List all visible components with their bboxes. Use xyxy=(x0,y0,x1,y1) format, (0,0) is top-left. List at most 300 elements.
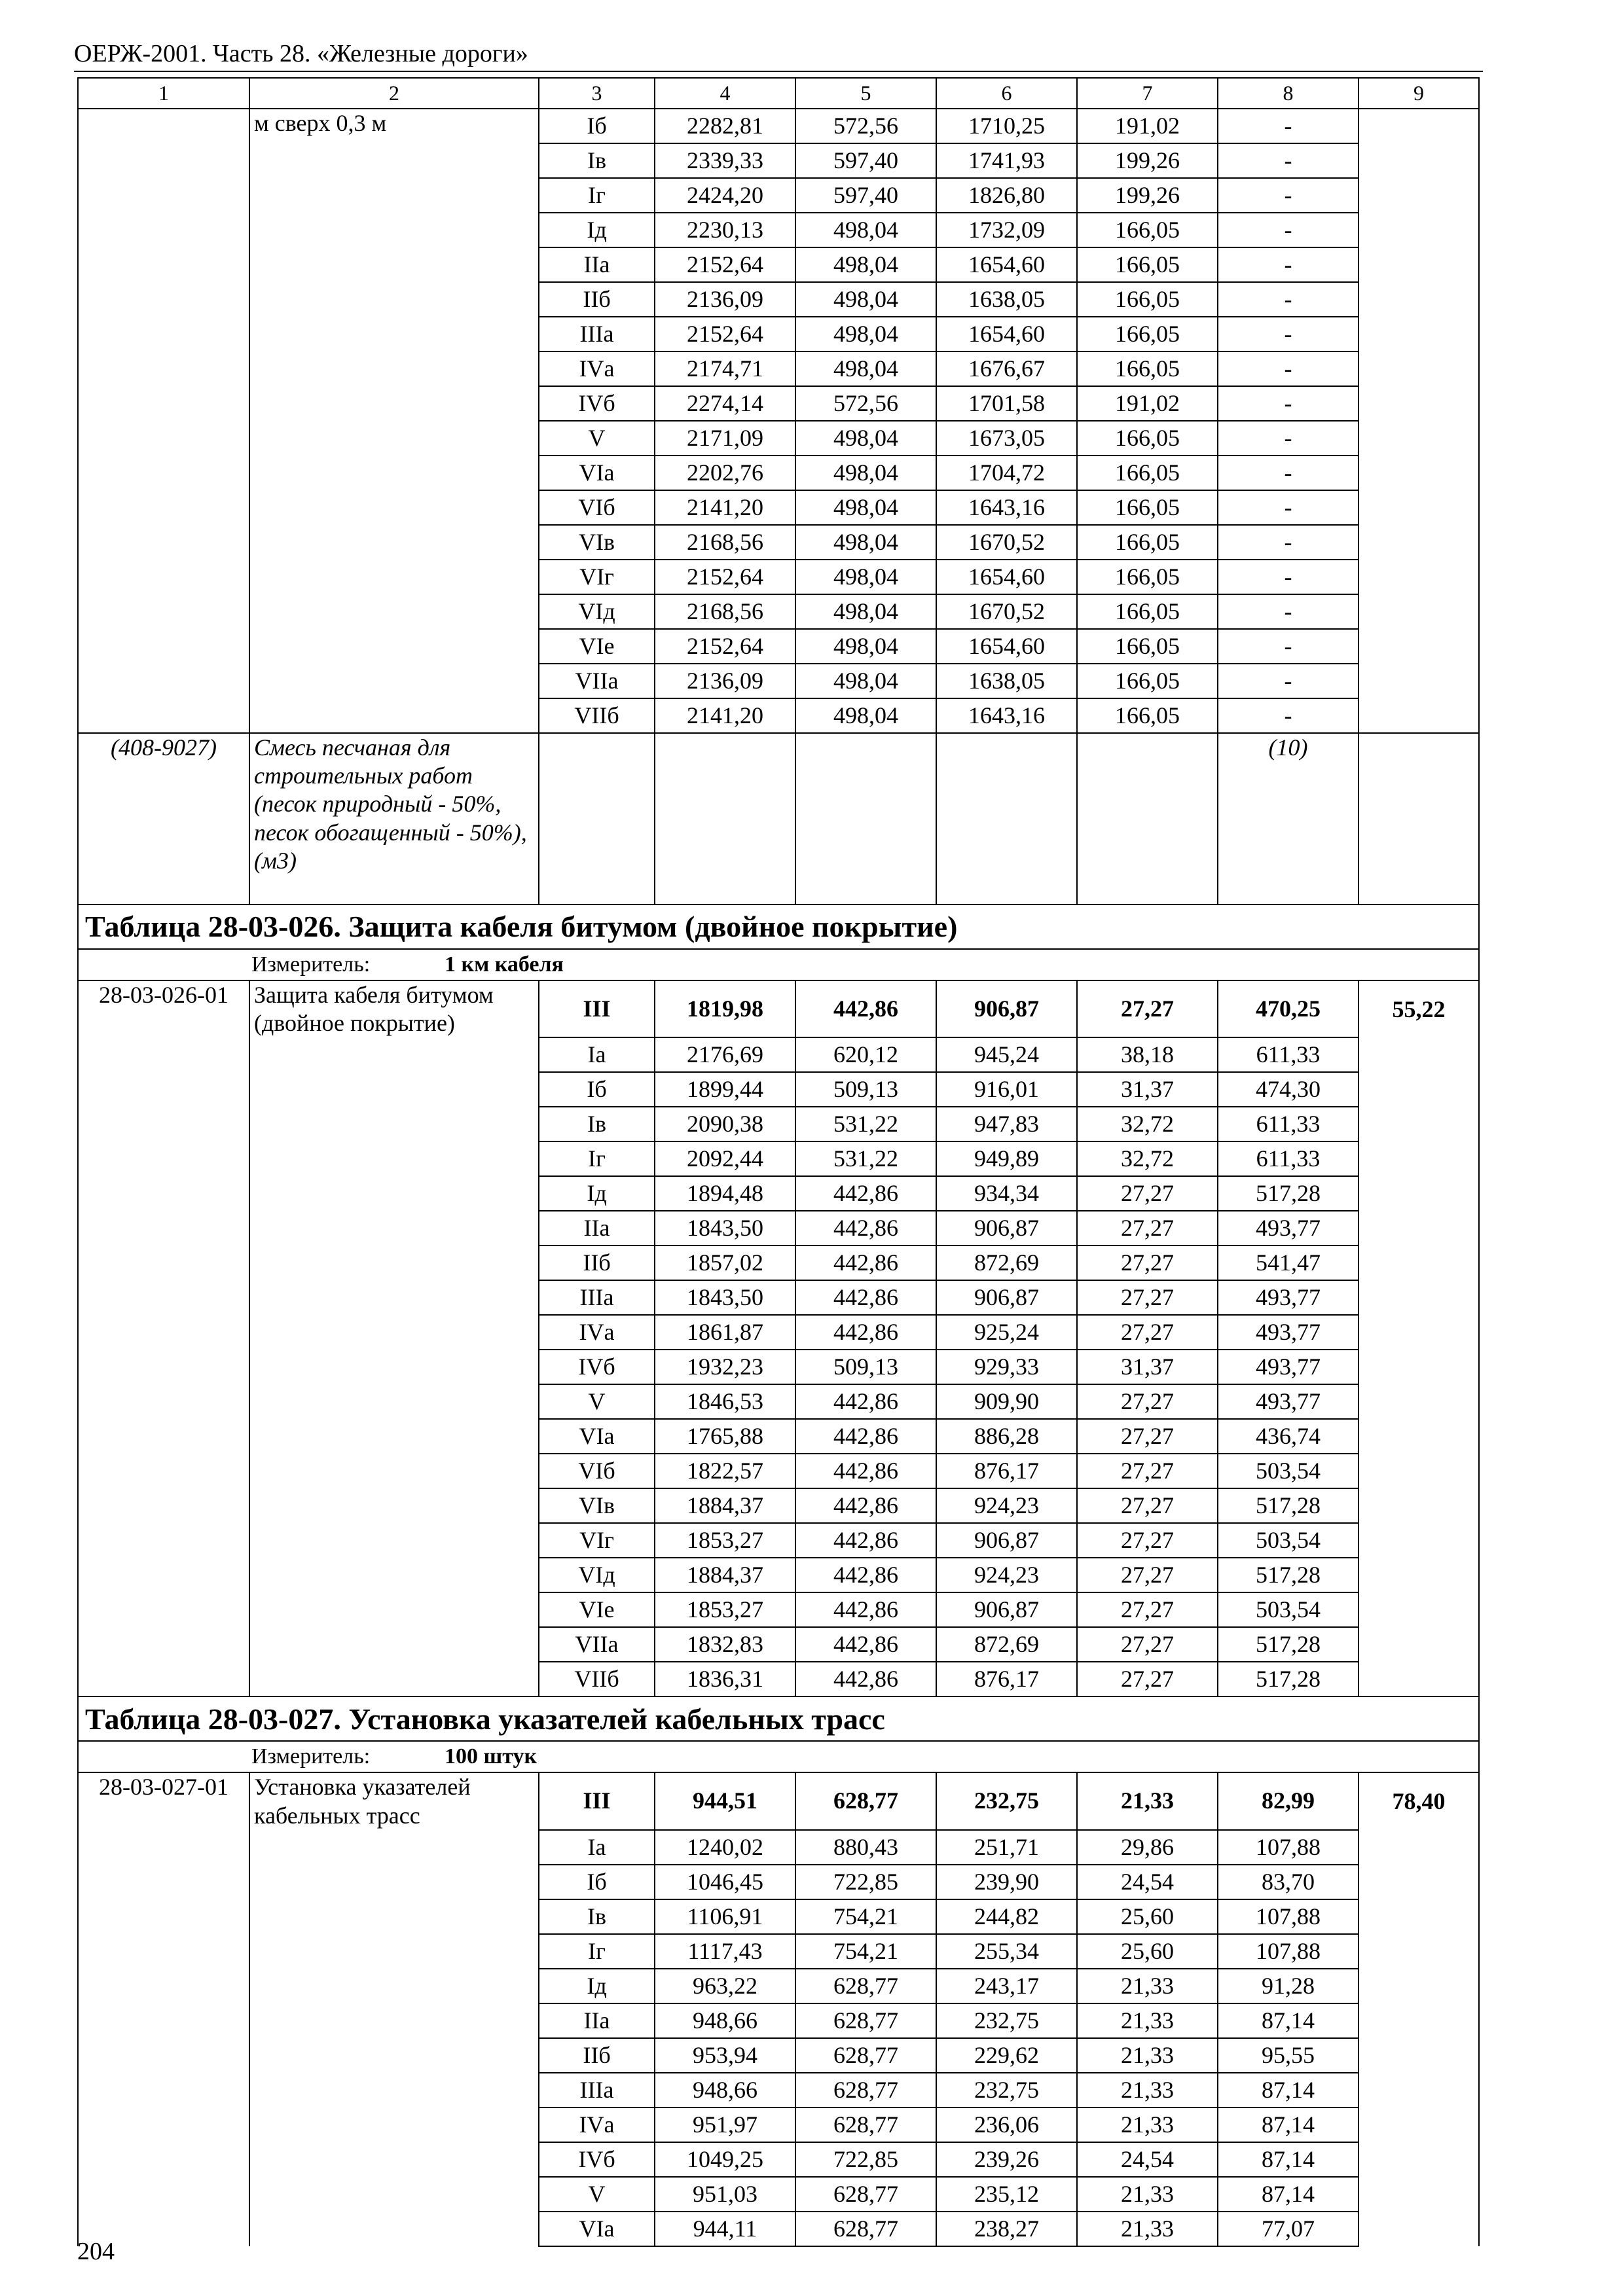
description-cell: Установка указателей кабельных трасс xyxy=(249,1772,539,1829)
zone-cell: IIIа xyxy=(539,2073,655,2108)
description-cell xyxy=(249,421,539,456)
value-cell-c4: 1932,23 xyxy=(655,1350,795,1384)
code-cell xyxy=(78,386,249,421)
description-cell xyxy=(249,2073,539,2108)
code-cell xyxy=(78,490,249,525)
value-cell-c9 xyxy=(1359,1107,1479,1141)
value-cell-c8: - xyxy=(1218,247,1359,282)
value-cell-c8: 107,88 xyxy=(1218,1899,1359,1934)
value-cell-c8: - xyxy=(1218,560,1359,594)
value-cell-c5: 620,12 xyxy=(795,1037,936,1072)
description-cell xyxy=(249,490,539,525)
description-cell xyxy=(249,1141,539,1176)
table-row xyxy=(78,2212,1479,2246)
description-cell xyxy=(249,1454,539,1488)
value-cell-c9 xyxy=(1359,560,1479,594)
value-cell-c8: 470,25 xyxy=(1218,980,1359,1037)
code-cell: 28-03-026-01 xyxy=(78,980,249,1037)
value-cell-c8: - xyxy=(1218,317,1359,351)
value-cell-c9 xyxy=(1359,1969,1479,2003)
value-cell-c4: 944,51 xyxy=(655,1772,795,1829)
value-cell-c8: 91,28 xyxy=(1218,1969,1359,2003)
value-cell-c7: 199,26 xyxy=(1077,143,1218,178)
value-cell-c6: 876,17 xyxy=(936,1454,1077,1488)
value-cell-c6: 1701,58 xyxy=(936,386,1077,421)
value-cell-c8: - xyxy=(1218,525,1359,560)
value-cell-c7: 24,54 xyxy=(1077,2142,1218,2177)
value-cell-c4: 2136,09 xyxy=(655,282,795,317)
description-cell xyxy=(249,525,539,560)
value-cell-c6: 229,62 xyxy=(936,2038,1077,2073)
value-cell-c4: 2339,33 xyxy=(655,143,795,178)
description-cell xyxy=(249,1488,539,1523)
table-row xyxy=(78,1384,1479,1419)
value-cell-c5: 628,77 xyxy=(795,1772,936,1829)
value-cell-c6: 909,90 xyxy=(936,1384,1077,1419)
zone-cell: VIе xyxy=(539,629,655,664)
code-cell xyxy=(78,1384,249,1419)
column-number-1: 1 xyxy=(78,78,249,109)
value-cell-c7: 31,37 xyxy=(1077,1350,1218,1384)
code-cell xyxy=(78,1558,249,1592)
code-cell xyxy=(78,1627,249,1662)
value-cell-c8: 503,54 xyxy=(1218,1523,1359,1558)
value-cell-c7: 27,27 xyxy=(1077,1419,1218,1454)
value-cell-c5: 442,86 xyxy=(795,1384,936,1419)
description-cell xyxy=(249,1072,539,1107)
value-cell-c8: - xyxy=(1218,629,1359,664)
material-empty-c9 xyxy=(1359,733,1479,905)
value-cell-c7: 166,05 xyxy=(1077,351,1218,386)
value-cell-c6: 239,26 xyxy=(936,2142,1077,2177)
table-row xyxy=(78,1211,1479,1246)
value-cell-c6: 1643,16 xyxy=(936,698,1077,733)
value-cell-c5: 628,77 xyxy=(795,2212,936,2246)
value-cell-c6: 1732,09 xyxy=(936,213,1077,247)
zone-cell: Iд xyxy=(539,1969,655,2003)
value-cell-c5: 880,43 xyxy=(795,1830,936,1865)
table-row xyxy=(78,1662,1479,1696)
value-cell-c5: 442,86 xyxy=(795,1627,936,1662)
value-cell-c4: 1046,45 xyxy=(655,1865,795,1899)
value-cell-c4: 2152,64 xyxy=(655,629,795,664)
value-cell-c8: 436,74 xyxy=(1218,1419,1359,1454)
material-empty-c5 xyxy=(795,733,936,905)
zone-cell: IIIа xyxy=(539,317,655,351)
value-cell-c6: 1670,52 xyxy=(936,525,1077,560)
table-row xyxy=(78,698,1479,733)
value-cell-c7: 25,60 xyxy=(1077,1934,1218,1969)
zone-cell: VIа xyxy=(539,1419,655,1454)
value-cell-c7: 29,86 xyxy=(1077,1830,1218,1865)
value-cell-c5: 442,86 xyxy=(795,1523,936,1558)
value-cell-c4: 963,22 xyxy=(655,1969,795,2003)
value-cell-c7: 25,60 xyxy=(1077,1899,1218,1934)
value-cell-c4: 2152,64 xyxy=(655,247,795,282)
value-cell-c5: 442,86 xyxy=(795,1558,936,1592)
value-cell-c7: 32,72 xyxy=(1077,1141,1218,1176)
value-cell-c5: 498,04 xyxy=(795,490,936,525)
zone-cell: Iг xyxy=(539,178,655,213)
value-cell-c8: - xyxy=(1218,594,1359,629)
value-cell-c5: 628,77 xyxy=(795,2108,936,2142)
zone-cell: Iв xyxy=(539,1107,655,1141)
value-cell-c9 xyxy=(1359,1865,1479,1899)
zone-cell: Iб xyxy=(539,109,655,143)
zone-cell: III xyxy=(539,1772,655,1829)
zone-cell: VIг xyxy=(539,560,655,594)
value-cell-c5: 442,86 xyxy=(795,1176,936,1211)
value-cell-c7: 27,27 xyxy=(1077,1488,1218,1523)
value-cell-c7: 191,02 xyxy=(1077,386,1218,421)
value-cell-c5: 628,77 xyxy=(795,2177,936,2212)
code-cell xyxy=(78,1350,249,1384)
value-cell-c7: 166,05 xyxy=(1077,317,1218,351)
value-cell-c4: 1861,87 xyxy=(655,1315,795,1350)
value-cell-c7: 27,27 xyxy=(1077,1176,1218,1211)
code-cell xyxy=(78,1141,249,1176)
value-cell-c8: 517,28 xyxy=(1218,1662,1359,1696)
code-cell xyxy=(78,1454,249,1488)
code-cell xyxy=(78,560,249,594)
value-cell-c5: 509,13 xyxy=(795,1350,936,1384)
value-cell-c7: 166,05 xyxy=(1077,560,1218,594)
description-cell xyxy=(249,317,539,351)
value-cell-c9 xyxy=(1359,2003,1479,2038)
value-cell-c6: 244,82 xyxy=(936,1899,1077,1934)
value-cell-c8: 611,33 xyxy=(1218,1037,1359,1072)
header-rule xyxy=(74,71,1483,72)
value-cell-c8: 517,28 xyxy=(1218,1488,1359,1523)
zone-cell: Iб xyxy=(539,1072,655,1107)
value-cell-c9 xyxy=(1359,282,1479,317)
zone-cell: IVа xyxy=(539,351,655,386)
value-cell-c4: 1106,91 xyxy=(655,1899,795,1934)
value-cell-c4: 1117,43 xyxy=(655,1934,795,1969)
value-cell-c6: 255,34 xyxy=(936,1934,1077,1969)
zone-cell: Iд xyxy=(539,1176,655,1211)
description-cell xyxy=(249,2038,539,2073)
value-cell-c6: 1676,67 xyxy=(936,351,1077,386)
value-cell-c8: - xyxy=(1218,213,1359,247)
value-cell-c6: 876,17 xyxy=(936,1662,1077,1696)
material-description: Смесь песчаная для строительных работ (песок природный - 50%, песок обогащенный - 50%), (м3) xyxy=(249,733,539,905)
value-cell-c4: 2168,56 xyxy=(655,594,795,629)
table-row xyxy=(78,1072,1479,1107)
description-cell xyxy=(249,2212,539,2246)
value-cell-c9 xyxy=(1359,1934,1479,1969)
column-number-row xyxy=(78,78,1479,109)
code-cell xyxy=(78,1969,249,2003)
value-cell-c5: 498,04 xyxy=(795,698,936,733)
value-cell-c4: 2171,09 xyxy=(655,421,795,456)
value-cell-c8: 87,14 xyxy=(1218,2142,1359,2177)
value-cell-c5: 509,13 xyxy=(795,1072,936,1107)
value-cell-c4: 2282,81 xyxy=(655,109,795,143)
value-cell-c9 xyxy=(1359,386,1479,421)
value-cell-c5: 442,86 xyxy=(795,1315,936,1350)
value-cell-c7: 21,33 xyxy=(1077,2038,1218,2073)
value-cell-c8: 493,77 xyxy=(1218,1384,1359,1419)
value-cell-c9: 78,40 xyxy=(1359,1772,1479,1829)
value-cell-c5: 628,77 xyxy=(795,2073,936,2108)
description-cell xyxy=(249,1662,539,1696)
value-cell-c6: 906,87 xyxy=(936,980,1077,1037)
description-cell xyxy=(249,1350,539,1384)
value-cell-c6: 251,71 xyxy=(936,1830,1077,1865)
value-cell-c9 xyxy=(1359,1830,1479,1865)
zone-cell: IIб xyxy=(539,1246,655,1280)
description-cell xyxy=(249,1246,539,1280)
value-cell-c8: 493,77 xyxy=(1218,1211,1359,1246)
table-row xyxy=(78,1350,1479,1384)
table-row xyxy=(78,317,1479,351)
value-cell-c5: 442,86 xyxy=(795,1488,936,1523)
code-cell xyxy=(78,456,249,490)
zone-cell: V xyxy=(539,2177,655,2212)
value-cell-c6: 238,27 xyxy=(936,2212,1077,2246)
value-cell-c4: 1884,37 xyxy=(655,1488,795,1523)
value-cell-c7: 27,27 xyxy=(1077,1558,1218,1592)
table-row xyxy=(78,1488,1479,1523)
value-cell-c8: 493,77 xyxy=(1218,1350,1359,1384)
unit-label: Измеритель: xyxy=(251,1744,371,1768)
description-cell xyxy=(249,560,539,594)
material-empty-c4 xyxy=(655,733,795,905)
value-cell-c5: 597,40 xyxy=(795,178,936,213)
table-row xyxy=(78,1899,1479,1934)
value-cell-c5: 442,86 xyxy=(795,980,936,1037)
value-cell-c9 xyxy=(1359,1246,1479,1280)
value-cell-c4: 948,66 xyxy=(655,2003,795,2038)
value-cell-c4: 2174,71 xyxy=(655,351,795,386)
value-cell-c5: 442,86 xyxy=(795,1211,936,1246)
description-cell xyxy=(249,1419,539,1454)
zone-cell: IVб xyxy=(539,1350,655,1384)
code-cell xyxy=(78,594,249,629)
value-cell-c4: 2424,20 xyxy=(655,178,795,213)
value-cell-c4: 2152,64 xyxy=(655,560,795,594)
code-cell xyxy=(78,1419,249,1454)
description-cell xyxy=(249,1865,539,1899)
value-cell-c9 xyxy=(1359,1280,1479,1315)
code-cell xyxy=(78,247,249,282)
value-cell-c8: - xyxy=(1218,490,1359,525)
value-cell-c5: 498,04 xyxy=(795,213,936,247)
description-cell xyxy=(249,594,539,629)
code-cell xyxy=(78,351,249,386)
description-cell xyxy=(249,1558,539,1592)
value-cell-c7: 21,33 xyxy=(1077,2212,1218,2246)
value-cell-c9 xyxy=(1359,1037,1479,1072)
table-row xyxy=(78,2073,1479,2108)
description-cell xyxy=(249,1830,539,1865)
table-row xyxy=(78,109,1479,143)
value-cell-c6: 232,75 xyxy=(936,2073,1077,2108)
value-cell-c9 xyxy=(1359,2177,1479,2212)
description-cell: м сверх 0,3 м xyxy=(249,109,539,143)
unit-value: 1 км кабеля xyxy=(445,952,564,977)
code-cell xyxy=(78,2108,249,2142)
code-cell xyxy=(78,2073,249,2108)
value-cell-c8: - xyxy=(1218,421,1359,456)
value-cell-c4: 2141,20 xyxy=(655,698,795,733)
code-cell xyxy=(78,1211,249,1246)
value-cell-c5: 722,85 xyxy=(795,1865,936,1899)
zone-cell: IVб xyxy=(539,386,655,421)
zone-cell: Iг xyxy=(539,1141,655,1176)
value-cell-c8: 517,28 xyxy=(1218,1627,1359,1662)
value-cell-c6: 1654,60 xyxy=(936,629,1077,664)
table-row xyxy=(78,980,1479,1037)
value-cell-c7: 27,27 xyxy=(1077,1523,1218,1558)
table-row xyxy=(78,560,1479,594)
value-cell-c8: - xyxy=(1218,698,1359,733)
value-cell-c7: 27,27 xyxy=(1077,1315,1218,1350)
code-cell xyxy=(78,1592,249,1627)
value-cell-c6: 906,87 xyxy=(936,1280,1077,1315)
value-cell-c7: 166,05 xyxy=(1077,698,1218,733)
table-row xyxy=(78,1107,1479,1141)
value-cell-c7: 21,33 xyxy=(1077,2073,1218,2108)
material-code: (408-9027) xyxy=(78,733,249,905)
value-cell-c6: 1643,16 xyxy=(936,490,1077,525)
table-row xyxy=(78,1523,1479,1558)
section-title-row xyxy=(78,1696,1479,1741)
value-cell-c7: 21,33 xyxy=(1077,1772,1218,1829)
unit-row xyxy=(78,1741,1479,1772)
code-cell xyxy=(78,1523,249,1558)
value-cell-c8: 107,88 xyxy=(1218,1830,1359,1865)
zone-cell: VIIа xyxy=(539,664,655,698)
value-cell-c4: 951,97 xyxy=(655,2108,795,2142)
value-cell-c5: 628,77 xyxy=(795,1969,936,2003)
value-cell-c6: 239,90 xyxy=(936,1865,1077,1899)
code-cell xyxy=(78,1280,249,1315)
description-cell xyxy=(249,213,539,247)
description-cell xyxy=(249,698,539,733)
table-row xyxy=(78,1280,1479,1315)
section-title: Таблица 28-03-026. Защита кабеля битумом (двойное покрытие) xyxy=(78,905,1479,949)
value-cell-c4: 1240,02 xyxy=(655,1830,795,1865)
value-cell-c7: 166,05 xyxy=(1077,213,1218,247)
value-cell-c9 xyxy=(1359,525,1479,560)
value-cell-c7: 166,05 xyxy=(1077,456,1218,490)
zone-cell: IIб xyxy=(539,282,655,317)
column-number-6: 6 xyxy=(936,78,1077,109)
description-cell xyxy=(249,1037,539,1072)
value-cell-c4: 1843,50 xyxy=(655,1211,795,1246)
value-cell-c6: 1638,05 xyxy=(936,282,1077,317)
value-cell-c9 xyxy=(1359,1592,1479,1627)
zone-cell: VIа xyxy=(539,2212,655,2246)
value-cell-c5: 442,86 xyxy=(795,1592,936,1627)
unit-cell xyxy=(78,949,1479,980)
zone-cell: VIв xyxy=(539,525,655,560)
value-cell-c6: 929,33 xyxy=(936,1350,1077,1384)
value-cell-c4: 2090,38 xyxy=(655,1107,795,1141)
value-cell-c8: 87,14 xyxy=(1218,2108,1359,2142)
value-cell-c4: 2092,44 xyxy=(655,1141,795,1176)
table-row xyxy=(78,1969,1479,2003)
value-cell-c4: 2274,14 xyxy=(655,386,795,421)
value-cell-c6: 1741,93 xyxy=(936,143,1077,178)
value-cell-c8: - xyxy=(1218,456,1359,490)
page-header: ОЕРЖ-2001. Часть 28. «Железные дороги» xyxy=(74,40,528,67)
material-empty-c6 xyxy=(936,733,1077,905)
zone-cell: IVа xyxy=(539,2108,655,2142)
zone-cell: VIIб xyxy=(539,1662,655,1696)
value-cell-c5: 498,04 xyxy=(795,456,936,490)
section-title-row xyxy=(78,905,1479,949)
material-row xyxy=(78,733,1479,905)
code-cell xyxy=(78,1830,249,1865)
table-row xyxy=(78,594,1479,629)
value-cell-c5: 754,21 xyxy=(795,1934,936,1969)
page-number: 204 xyxy=(77,2238,115,2265)
value-cell-c6: 1826,80 xyxy=(936,178,1077,213)
code-cell xyxy=(78,2003,249,2038)
unit-value: 100 штук xyxy=(445,1744,538,1768)
description-cell xyxy=(249,247,539,282)
code-cell xyxy=(78,143,249,178)
code-cell xyxy=(78,525,249,560)
value-cell-c4: 1819,98 xyxy=(655,980,795,1037)
value-cell-c9 xyxy=(1359,1662,1479,1696)
value-cell-c5: 572,56 xyxy=(795,386,936,421)
value-cell-c6: 243,17 xyxy=(936,1969,1077,2003)
value-cell-c4: 1765,88 xyxy=(655,1419,795,1454)
value-cell-c9 xyxy=(1359,490,1479,525)
value-cell-c4: 1843,50 xyxy=(655,1280,795,1315)
value-cell-c9 xyxy=(1359,1627,1479,1662)
value-cell-c6: 949,89 xyxy=(936,1141,1077,1176)
table-row xyxy=(78,664,1479,698)
description-cell xyxy=(249,1315,539,1350)
value-cell-c8: 611,33 xyxy=(1218,1107,1359,1141)
value-cell-c9 xyxy=(1359,2108,1479,2142)
value-cell-c8: 107,88 xyxy=(1218,1934,1359,1969)
description-cell xyxy=(249,1176,539,1211)
code-cell xyxy=(78,698,249,733)
description-cell xyxy=(249,629,539,664)
zone-cell: Iг xyxy=(539,1934,655,1969)
code-cell xyxy=(78,109,249,143)
value-cell-c6: 872,69 xyxy=(936,1627,1077,1662)
description-cell xyxy=(249,1592,539,1627)
code-cell xyxy=(78,2038,249,2073)
code-cell xyxy=(78,178,249,213)
value-cell-c9 xyxy=(1359,1315,1479,1350)
value-cell-c6: 232,75 xyxy=(936,2003,1077,2038)
value-cell-c5: 531,22 xyxy=(795,1141,936,1176)
value-cell-c9 xyxy=(1359,698,1479,733)
value-cell-c6: 924,23 xyxy=(936,1488,1077,1523)
value-cell-c4: 953,94 xyxy=(655,2038,795,2073)
value-cell-c9 xyxy=(1359,143,1479,178)
code-cell xyxy=(78,1246,249,1280)
value-cell-c4: 1884,37 xyxy=(655,1558,795,1592)
value-cell-c5: 442,86 xyxy=(795,1419,936,1454)
table-row xyxy=(78,1934,1479,1969)
value-cell-c6: 886,28 xyxy=(936,1419,1077,1454)
value-cell-c5: 572,56 xyxy=(795,109,936,143)
value-cell-c5: 498,04 xyxy=(795,560,936,594)
code-cell xyxy=(78,282,249,317)
zone-cell: V xyxy=(539,421,655,456)
zone-cell: IIIа xyxy=(539,1280,655,1315)
value-cell-c4: 2202,76 xyxy=(655,456,795,490)
